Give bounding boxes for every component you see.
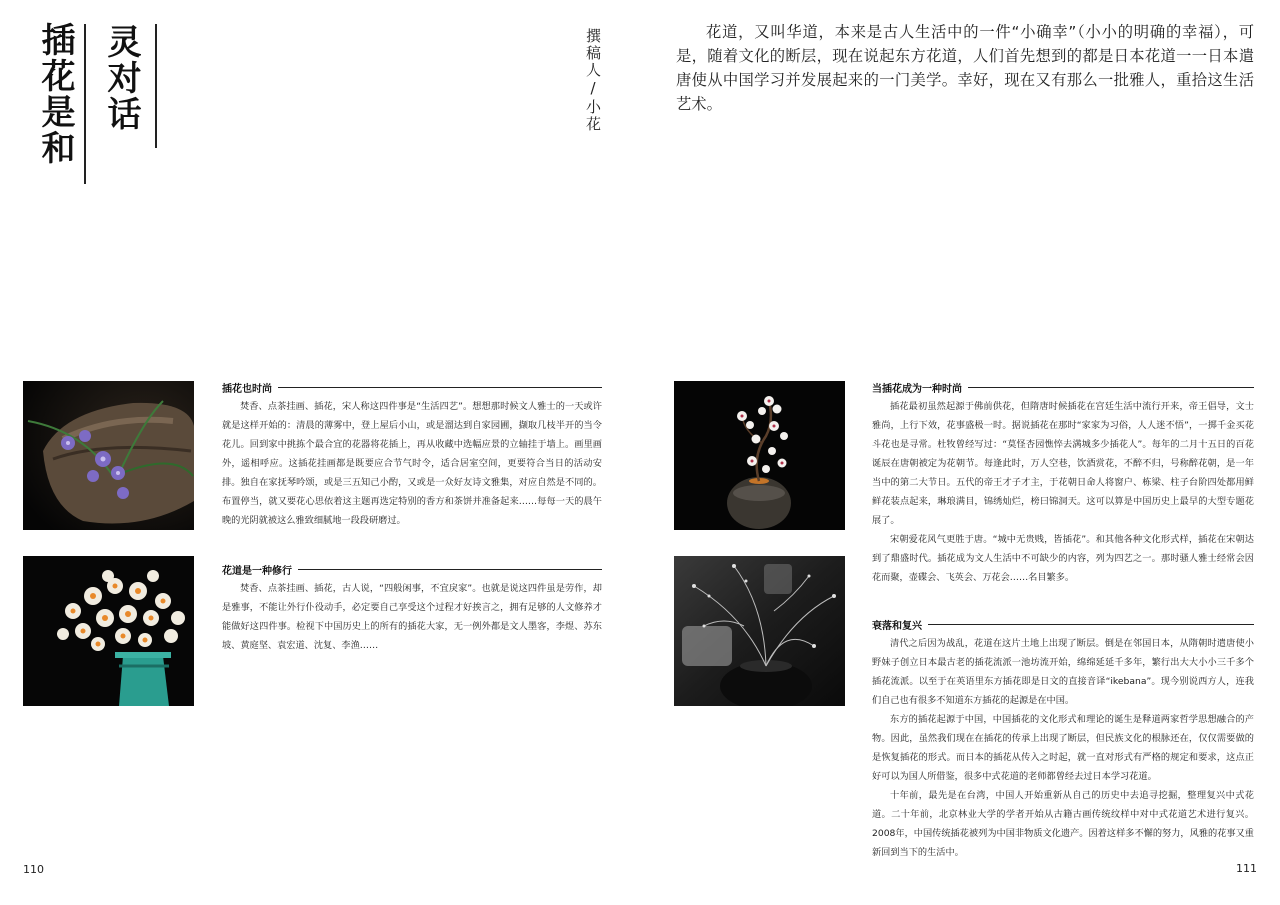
paragraph: 十年前，最先是在台湾，中国人开始重新从自己的历史中去追寻挖掘，整理复兴中式花道。二十年前，北京林业大学的学者开始从古籍古画传统纹样中对中式花道艺术进行复兴。2008年，中国传统插花被列为中国非物质文化遗产。因着这样多不懈的努力，风雅的花事又重新回到当下的生活中。	[872, 790, 1254, 858]
paragraph: 宋朝爱花风气更胜于唐。“城中无贵贱，皆插花”。和其他各种文化形式样，插花在宋朝达到了鼎盛时代。插花成为文人生活中不可缺少的内容，列为四艺之一。那时骚人雅士经常会因花而聚，壶碟会、飞英会、万花会……名目繁多。	[872, 534, 1254, 583]
section-body	[222, 579, 602, 655]
photo-orchid-bowl	[23, 381, 194, 530]
section-title	[222, 380, 602, 395]
photo-monochrome-branches	[674, 556, 845, 706]
section-body	[872, 634, 1254, 862]
title-divider	[84, 24, 86, 184]
main-title: 插花是和	[35, 22, 75, 166]
paragraph: 焚香、点茶挂画、插花，宋人称这四件事是“生活四艺”。想想那时候文人雅士的一天或许就是这样开始的：清晨的薄雾中，登上屋后小山，或是溜达到自家园圃，撷取几枝半开的当令花儿。回到家中挑拣个最合宜的花器将花插上，再从收藏中选幅应景的立轴挂于墙上。画里画外，遥相呼应。这插花挂画都是既要应合节气时令，适合居室空间，更要符合当日的活动安排。独自在家抚琴吟颂，或是三五知己小酌，又或是一众好友诗文雅集，对应自然是不同的。布置停当，就又要花心思依着这主题再选定特别的香方和茶饼并准备起来……每每一天的晨午晚的光阴就被这么雅致细腻地一段段研磨过。	[222, 401, 602, 526]
section-rule	[968, 387, 1254, 388]
section-body	[872, 397, 1254, 587]
section-title-text: 花道是一种修行	[222, 566, 292, 577]
section-rule	[278, 387, 602, 388]
section-title	[222, 562, 602, 577]
photo-daffodil-vase	[23, 556, 194, 706]
section-body	[222, 397, 602, 530]
section-title	[872, 617, 1254, 632]
sub-title: 灵对话	[101, 24, 141, 132]
section-rule	[298, 569, 602, 570]
section-rule	[928, 624, 1254, 625]
paragraph: 东方的插花起源于中国，中国插花的文化形式和理论的诞生是释道两家哲学思想融合的产物。因此，虽然我们现在在插花的传承上出现了断层，但民族文化的根脉还在，仅仅需要做的是恢复插花的形式。而日本的插花从传入之时起，就一直对形式有严格的规定和要求，这点正好可以为国人所借鉴，很多中式花道的老师都曾经去过日本学习花道。	[872, 714, 1254, 782]
section-title-text: 衰落和复兴	[872, 621, 922, 632]
intro-paragraph: 花道，又叫华道，本来是古人生活中的一件“小确幸”（小小的明确的幸福），可是，随着文化的断层，现在说起东方花道，人们首先想到的都是日本花道一一日本遣唐使从中国学习并发展起来的一门美学。幸好，现在又有那么一批雅人，重拾这生活艺术。	[676, 23, 1254, 113]
author-credit: 撰稿人/小花	[584, 28, 602, 133]
page-number-right: 111	[1236, 862, 1257, 875]
section-title	[872, 380, 1254, 395]
paragraph: 插花最初虽然起源于佛前供花，但隋唐时候插花在宫廷生活中流行开来，帝王倡导，文士雅尚，上行下效，花事盛极一时。据说插花在那时“家家为习俗，人人迷不悟”，一掷千金买花斗花也是寻常。杜牧曾经写过：“莫怪杏园憔悴去满城多少插花人”。每年的二月十五日的百花诞辰在唐朝被定为花朝节。每逢此时，万人空巷，饮酒赏花，不醉不归，号称醉花朝，是一年当中的第二大节日。五代的帝王才子才主，于花朝日命人将窗户、栋梁、柱子台阶四处都用鲜鲜花装点起来，琳琅满目，锦绣灿烂，榜曰锦洞天。这可以算是中国历史上最早的大型专题花展了。	[872, 401, 1254, 526]
page-number-left: 110	[23, 863, 44, 876]
section-title-text: 当插花成为一种时尚	[872, 384, 962, 395]
section-title-text: 插花也时尚	[222, 384, 272, 395]
paragraph: 焚香、点茶挂画、插花，古人说，“四般闲事，不宜戾家”。也就是说这四件虽是劳作，却是雅事，不能让外行仆役动手，必定要自己享受这个过程才好挨言之，拥有足够的人文修养才能做好这四件事。检视下中国历史上的所有的插花大家，无一例外都是文人墨客，李煜、苏东坡、黄庭坚、袁宏道、沈复、李渔……	[222, 583, 602, 651]
paragraph: 清代之后因为战乱，花道在这片土地上出现了断层。倒是在邻国日本，从隋朝时遣唐使小野妹子创立日本最古老的插花流派一池坊流开始，绵绵延延千多年，繁行出大大小小三千多个插花流派。以至于在英语里东方插花即是日文的直接音译“ikebana”。现今别说西方人，连我们自己也有很多不知道东方插花的起源是在中国。	[872, 638, 1254, 706]
title-divider	[155, 24, 157, 148]
photo-blossom-vase	[674, 381, 845, 530]
